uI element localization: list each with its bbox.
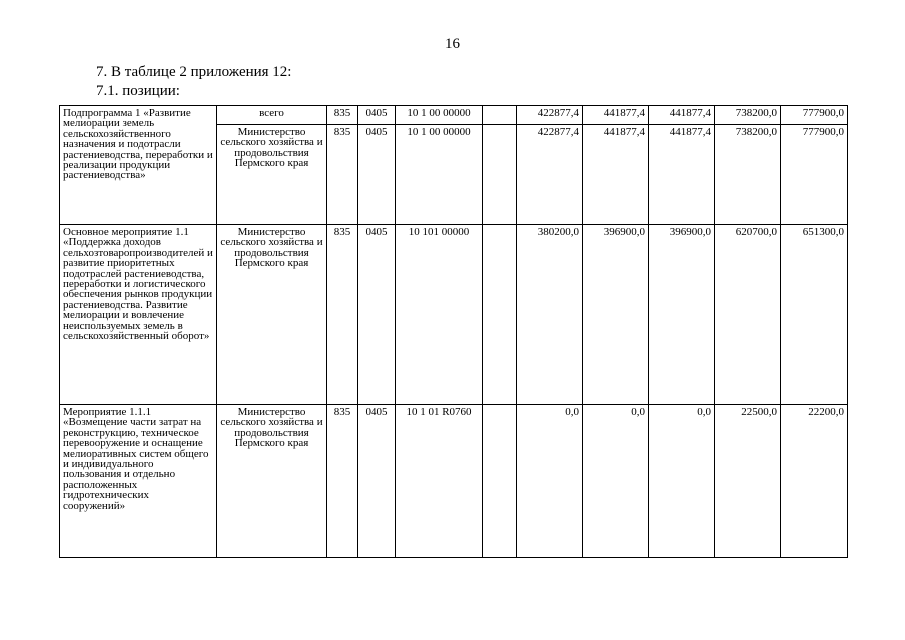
value-cell: 22200,0 — [781, 405, 848, 558]
vr-cell — [483, 405, 517, 558]
executor-cell: Министерство сельского хозяйства и продовольствия Пермского края — [217, 225, 327, 405]
value-cell: 738200,0 — [715, 125, 781, 225]
value-cell: 441877,4 — [649, 125, 715, 225]
value-cell: 396900,0 — [649, 225, 715, 405]
executor-cell: Министерство сельского хозяйства и продовольствия Пермского края — [217, 405, 327, 558]
value-cell: 651300,0 — [781, 225, 848, 405]
value-cell: 0,0 — [649, 405, 715, 558]
rzpr-cell: 0405 — [358, 125, 396, 225]
amendment-heading: 7. В таблице 2 приложения 12: — [96, 64, 292, 80]
subprogram-name-cell: Подпрограмма 1 «Развитие мелиорации земель сельскохозяйственного назначения и подотрасли растениеводства, переработки и реализации продукции растениеводства» — [60, 106, 217, 225]
value-cell: 441877,4 — [649, 106, 715, 125]
vr-cell — [483, 125, 517, 225]
value-cell: 422877,4 — [517, 106, 583, 125]
vr-cell — [483, 106, 517, 125]
executor-cell: всего — [217, 106, 327, 125]
value-cell: 380200,0 — [517, 225, 583, 405]
grbs-cell: 835 — [327, 125, 358, 225]
rzpr-cell: 0405 — [358, 225, 396, 405]
value-cell: 441877,4 — [583, 125, 649, 225]
grbs-cell: 835 — [327, 106, 358, 125]
csr-cell: 10 1 00 00000 — [396, 106, 483, 125]
positions-heading: 7.1. позиции: — [96, 83, 180, 99]
value-cell: 22500,0 — [715, 405, 781, 558]
value-cell: 0,0 — [583, 405, 649, 558]
program-funding-table — [59, 105, 848, 558]
csr-cell: 10 101 00000 — [396, 225, 483, 405]
rzpr-cell: 0405 — [358, 405, 396, 558]
value-cell: 777900,0 — [781, 125, 848, 225]
value-cell: 0,0 — [517, 405, 583, 558]
value-cell: 441877,4 — [583, 106, 649, 125]
value-cell: 620700,0 — [715, 225, 781, 405]
grbs-cell: 835 — [327, 405, 358, 558]
table-row — [60, 106, 848, 125]
vr-cell — [483, 225, 517, 405]
activity-name-cell: Мероприятие 1.1.1 «Возмещение части затрат на реконструкцию, техническое перевооружение и оснащение мелиоративных систем общего и индивидуального пользования и отдельно расположенных гидротехнических сооружений» — [60, 405, 217, 558]
table-row — [60, 405, 848, 558]
value-cell: 777900,0 — [781, 106, 848, 125]
executor-cell: Министерство сельского хозяйства и продовольствия Пермского края — [217, 125, 327, 225]
csr-cell: 10 1 00 00000 — [396, 125, 483, 225]
value-cell: 738200,0 — [715, 106, 781, 125]
page-number: 16 — [445, 36, 460, 52]
table-row — [60, 225, 848, 405]
activity-name-cell: Основное мероприятие 1.1 «Поддержка доходов сельхозтоваропроизводителей и развитие приоритетных подотраслей растениеводства, переработки и логистического обеспечения рынков продукции растениеводства. Развитие мелиорации и вовлечение неиспользуемых земель в сельскохозяйственный оборот» — [60, 225, 217, 405]
value-cell: 396900,0 — [583, 225, 649, 405]
csr-cell: 10 1 01 R0760 — [396, 405, 483, 558]
rzpr-cell: 0405 — [358, 106, 396, 125]
grbs-cell: 835 — [327, 225, 358, 405]
value-cell: 422877,4 — [517, 125, 583, 225]
